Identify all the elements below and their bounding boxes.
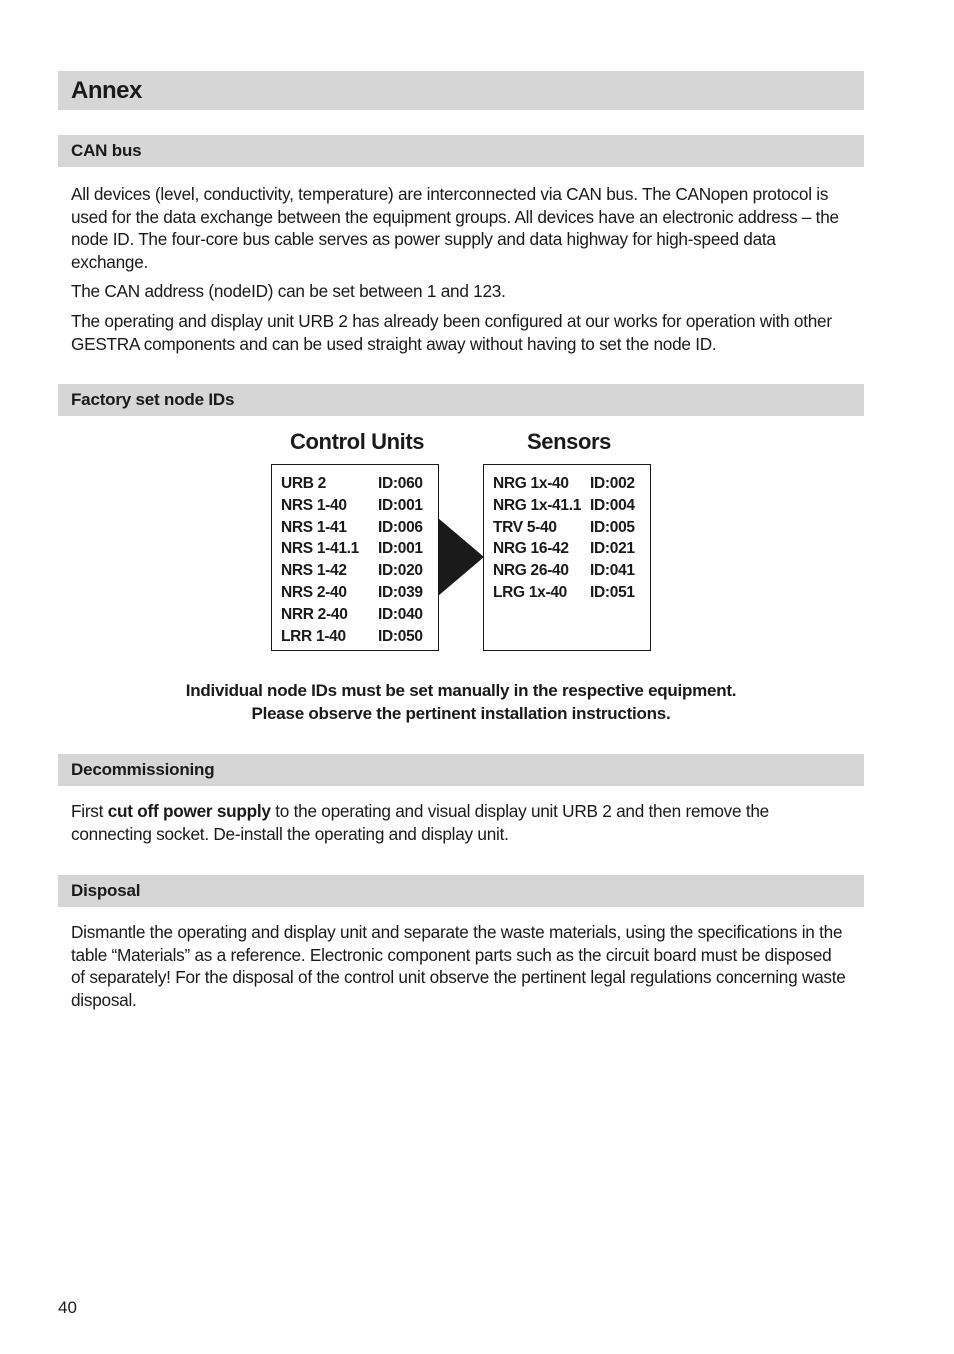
- sensor-id: ID:004: [590, 496, 635, 514]
- sensor-row: [493, 582, 650, 604]
- control-unit-row: [281, 473, 438, 495]
- sensor-name: NRG 16-42: [493, 540, 569, 558]
- unit-name: NRS 1-41.1: [281, 540, 359, 558]
- unit-name: URB 2: [281, 475, 327, 492]
- unit-id: ID:006: [378, 518, 423, 536]
- unit-name: NRS 1-42: [281, 562, 347, 580]
- unit-name: NRR 2-40: [281, 605, 348, 623]
- sensor-id: ID:002: [590, 475, 635, 492]
- decommissioning-emphasis: cut off power supply: [107, 801, 271, 821]
- sensor-id: ID:005: [590, 518, 635, 536]
- section-heading-disposal: Disposal: [58, 875, 864, 907]
- sensor-id: ID:041: [590, 562, 635, 580]
- node-id-note-line-1: Individual node IDs must be set manually in the respective equipment.: [185, 681, 737, 700]
- control-unit-row: [281, 560, 438, 582]
- can-bus-paragraph-1: All devices (level, conductivity, temperature) are interconnected via CAN bus. The CANopen protocol is used for the data exchange between the equipment groups. All devices have an electronic address – the node ID. The four-core bus cable serves as power supply and data highway for high-speed data exchange.: [71, 184, 839, 273]
- sensor-row: [493, 517, 650, 539]
- unit-name: NRS 1-41: [281, 518, 347, 536]
- disposal-paragraph: Dismantle the operating and display unit and separate the waste materials, using the specifications in the table “Materials” as a reference. Electronic component parts such as the circuit board must be disposed of separately! For the disposal of the control unit observe the pertinent legal regulations concerning waste disposal.: [71, 922, 846, 1011]
- can-bus-paragraph-2: The CAN address (nodeID) can be set between 1 and 123.: [71, 281, 506, 301]
- section-heading-can-bus: CAN bus: [58, 135, 864, 167]
- sensor-name: NRG 1x-40: [493, 475, 569, 492]
- section-heading-factory-ids: Factory set node IDs: [58, 384, 864, 416]
- control-unit-row: [281, 538, 438, 560]
- sensor-name: NRG 1x-41.1: [493, 496, 582, 514]
- control-units-heading: Control Units: [290, 429, 425, 454]
- unit-id: ID:001: [378, 496, 423, 514]
- control-unit-row: [281, 626, 438, 648]
- section-heading-decommissioning: Decommissioning: [58, 754, 864, 786]
- unit-id: ID:039: [378, 583, 423, 601]
- decommissioning-text-end: to the operating and visual display unit URB 2 and then remove the connecting socket. De-install the operating and display unit.: [71, 801, 769, 844]
- unit-id: ID:060: [378, 475, 423, 492]
- unit-name: NRS 2-40: [281, 583, 347, 601]
- page-number: 40: [58, 1298, 77, 1317]
- sensor-row: [493, 495, 650, 517]
- sensor-row: [493, 538, 650, 560]
- control-unit-row: [281, 517, 438, 539]
- unit-id: ID:020: [378, 562, 423, 580]
- unit-name: NRS 1-40: [281, 496, 347, 514]
- unit-id: ID:001: [378, 540, 423, 558]
- can-bus-paragraph-3: The operating and display unit URB 2 has already been configured at our works for operation with other GESTRA components and can be used straight away without having to set the node ID.: [71, 311, 832, 354]
- unit-name: LRR 1-40: [281, 627, 346, 645]
- sensor-row: [493, 560, 650, 582]
- node-id-note-line-2: Please observe the pertinent installation instructions.: [251, 704, 671, 723]
- control-unit-row: [281, 604, 438, 626]
- sensor-row: [493, 473, 650, 495]
- page-title: Annex: [58, 71, 864, 110]
- arrow-right-icon: [438, 518, 484, 596]
- unit-id: ID:050: [378, 627, 423, 645]
- sensor-name: TRV 5-40: [493, 518, 557, 536]
- sensor-name: LRG 1x-40: [493, 583, 567, 601]
- sensor-id: ID:021: [590, 540, 635, 558]
- decommissioning-text-start: First: [71, 801, 108, 821]
- control-unit-row: [281, 495, 438, 517]
- sensor-id: ID:051: [590, 583, 635, 601]
- unit-id: ID:040: [378, 605, 423, 623]
- sensor-name: NRG 26-40: [493, 562, 569, 580]
- control-unit-row: [281, 582, 438, 604]
- decommissioning-paragraph: [71, 800, 846, 845]
- sensors-heading: Sensors: [527, 429, 612, 454]
- control-units-table: [271, 464, 439, 651]
- sensors-table: [483, 464, 651, 651]
